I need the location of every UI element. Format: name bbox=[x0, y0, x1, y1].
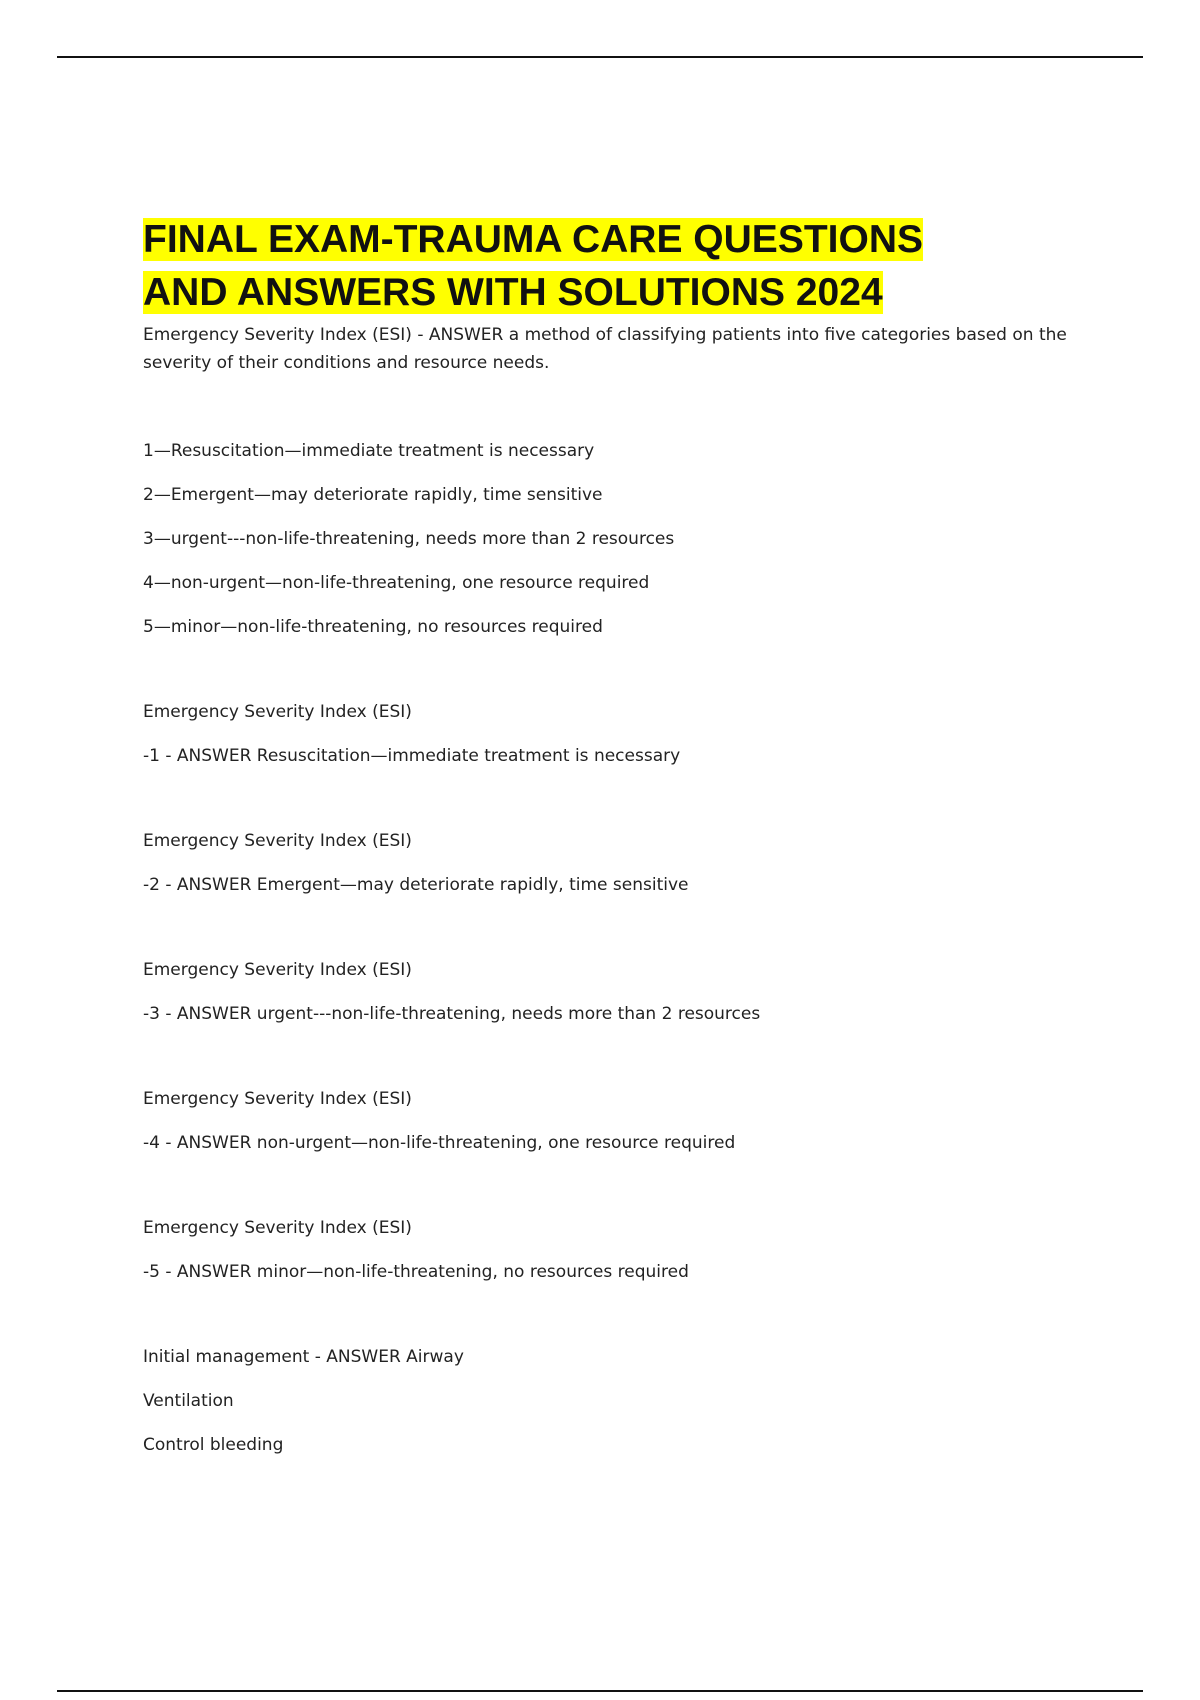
qa-block bbox=[143, 698, 1073, 770]
esi-level-item: 5—minor—non-life-threatening, no resources required bbox=[143, 617, 603, 637]
esi-level-item: 1—Resuscitation—immediate treatment is necessary bbox=[143, 441, 595, 461]
question-text: Emergency Severity Index (ESI) bbox=[143, 1089, 412, 1109]
qa-block bbox=[143, 1085, 1073, 1157]
initial-management-step: Ventilation bbox=[143, 1391, 234, 1411]
answer-text: -1 - ANSWER Resuscitation—immediate treatment is necessary bbox=[143, 746, 681, 766]
title-line-1: FINAL EXAM-TRAUMA CARE QUESTIONS bbox=[143, 218, 923, 261]
header-rule bbox=[57, 56, 1143, 58]
esi-level-item: 4—non-urgent—non-life-threatening, one resource required bbox=[143, 573, 650, 593]
esi-level-item: 3—urgent---non-life-threatening, needs more than 2 resources bbox=[143, 529, 675, 549]
answer-text: -2 - ANSWER Emergent—may deteriorate rapidly, time sensitive bbox=[143, 875, 689, 895]
qa-block bbox=[143, 956, 1073, 1028]
qa-block bbox=[143, 1214, 1073, 1286]
answer-text: -3 - ANSWER urgent---non-life-threatening, needs more than 2 resources bbox=[143, 1004, 761, 1024]
question-text: Emergency Severity Index (ESI) bbox=[143, 831, 412, 851]
title-line-2: AND ANSWERS WITH SOLUTIONS 2024 bbox=[143, 271, 883, 314]
footer-rule bbox=[57, 1690, 1143, 1692]
esi-level-list bbox=[143, 437, 1073, 641]
initial-management-question: Initial management - ANSWER Airway bbox=[143, 1347, 464, 1367]
initial-management-block bbox=[143, 1343, 1073, 1459]
document-title bbox=[143, 213, 1073, 319]
question-text: Emergency Severity Index (ESI) bbox=[143, 960, 412, 980]
question-text: Emergency Severity Index (ESI) bbox=[143, 702, 412, 722]
question-text: Emergency Severity Index (ESI) bbox=[143, 1218, 412, 1238]
initial-management-step: Control bleeding bbox=[143, 1435, 284, 1455]
esi-level-item: 2—Emergent—may deteriorate rapidly, time sensitive bbox=[143, 485, 603, 505]
qa-block bbox=[143, 827, 1073, 899]
document-body bbox=[143, 213, 1073, 1459]
esi-definition: Emergency Severity Index (ESI) - ANSWER a method of classifying patients into five categories based on the severity of their conditions and resource needs. bbox=[143, 325, 1067, 373]
answer-text: -5 - ANSWER minor—non-life-threatening, no resources required bbox=[143, 1262, 689, 1282]
answer-text: -4 - ANSWER non-urgent—non-life-threatening, one resource required bbox=[143, 1133, 736, 1153]
